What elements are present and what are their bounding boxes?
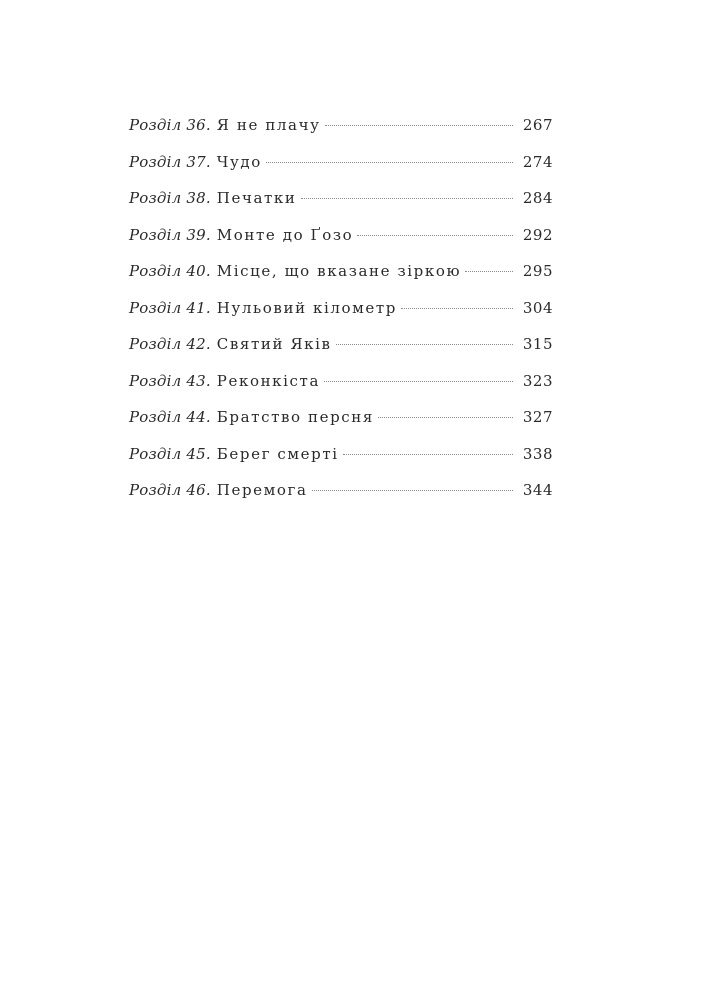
toc-entry-chapter-45 bbox=[129, 436, 553, 473]
chapter-number: Розділ 38. bbox=[129, 189, 211, 207]
chapter-title: Братство персня bbox=[216, 408, 374, 426]
chapter-title: Монте до Ґозо bbox=[216, 225, 354, 244]
toc-entry-chapter-42 bbox=[129, 326, 553, 363]
chapter-number: Розділ 41. bbox=[129, 298, 211, 317]
chapter-title: Нульовий кілометр bbox=[216, 298, 398, 317]
page-number: 267 bbox=[522, 116, 553, 134]
page-number: 338 bbox=[522, 444, 553, 463]
chapter-number: Розділ 40. bbox=[129, 262, 211, 280]
page-number: 327 bbox=[522, 408, 553, 426]
chapter-number: Розділ 43. bbox=[129, 371, 211, 390]
dot-leader bbox=[312, 490, 513, 491]
chapter-number: Розділ 39. bbox=[129, 225, 211, 244]
toc-entry-chapter-46 bbox=[129, 472, 553, 509]
toc-entry-chapter-37 bbox=[129, 144, 553, 181]
dot-leader bbox=[301, 198, 513, 199]
chapter-title: Святий Яків bbox=[216, 335, 332, 353]
toc-entry-chapter-43 bbox=[129, 363, 553, 400]
chapter-title: Реконкіста bbox=[216, 371, 320, 390]
page-number: 292 bbox=[522, 225, 553, 244]
dot-leader bbox=[465, 271, 513, 272]
chapter-title: Перемога bbox=[216, 481, 308, 499]
page-number: 344 bbox=[522, 481, 553, 499]
toc-entry-chapter-41 bbox=[129, 290, 553, 327]
toc-entry-chapter-39 bbox=[129, 217, 553, 254]
chapter-title: Я не плачу bbox=[216, 116, 321, 134]
page-number: 284 bbox=[522, 189, 553, 207]
toc-entry-chapter-40 bbox=[129, 253, 553, 290]
table-of-contents bbox=[129, 107, 553, 509]
dot-leader bbox=[325, 125, 513, 126]
dot-leader bbox=[336, 344, 513, 345]
chapter-number: Розділ 45. bbox=[129, 444, 211, 463]
chapter-number: Розділ 36. bbox=[129, 116, 211, 134]
dot-leader bbox=[266, 162, 513, 163]
chapter-title: Чудо bbox=[216, 152, 262, 171]
dot-leader bbox=[324, 381, 513, 382]
page-number: 304 bbox=[522, 298, 553, 317]
dot-leader bbox=[357, 235, 513, 236]
page-number: 295 bbox=[522, 262, 553, 280]
dot-leader bbox=[343, 454, 513, 455]
chapter-title: Місце, що вказане зіркою bbox=[216, 262, 462, 280]
page-number: 323 bbox=[522, 371, 553, 390]
chapter-number: Розділ 42. bbox=[129, 335, 211, 353]
chapter-number: Розділ 44. bbox=[129, 408, 211, 426]
chapter-title: Берег смерті bbox=[216, 444, 339, 463]
toc-entry-chapter-44 bbox=[129, 399, 553, 436]
chapter-number: Розділ 46. bbox=[129, 481, 211, 499]
page-number: 274 bbox=[522, 152, 553, 171]
dot-leader bbox=[378, 417, 513, 418]
toc-entry-chapter-38 bbox=[129, 180, 553, 217]
chapter-title: Печатки bbox=[216, 189, 297, 207]
chapter-number: Розділ 37. bbox=[129, 152, 211, 171]
toc-entry-chapter-36 bbox=[129, 107, 553, 144]
dot-leader bbox=[401, 308, 513, 309]
page-number: 315 bbox=[522, 335, 553, 353]
